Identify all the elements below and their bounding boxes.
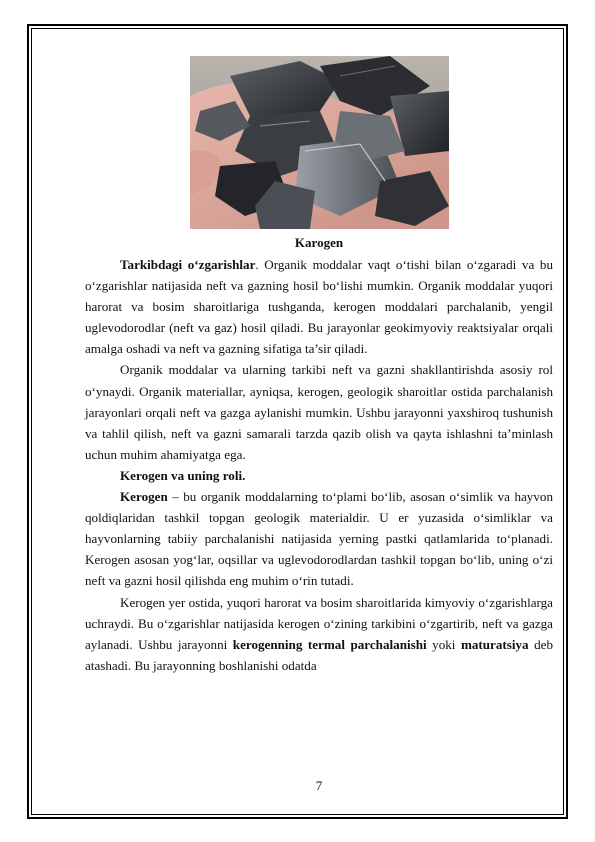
kerogen-photo [190, 56, 449, 229]
term-thermal-decomposition: kerogenning termal parchalanishi [232, 636, 427, 652]
paragraph-body: Kerogen yer ostida, yuqori harorat va bosim sharoitlarida kimyoviy o‘zgarishlarga uchraydi. Bu o‘zgarishlar natijasida kerogen o‘zining tarkibini o‘zgartirib, neft va gazga aylanadi. Ushbu jarayonni [85, 594, 553, 652]
paragraph-organic-matter-role [85, 359, 553, 464]
paragraph-body: deb atashadi. Bu jarayonning boshlanishi odatda [85, 636, 554, 673]
figure-caption: Karogen [294, 235, 344, 250]
paragraph-composition-changes [85, 254, 553, 359]
paragraph-kerogen-definition [85, 486, 553, 591]
paragraph-lead: Kerogen [120, 489, 168, 505]
paragraph-body: yoki [426, 636, 461, 652]
section-heading-text: Kerogen va uning roli. [120, 467, 246, 483]
paragraph-kerogen-transformation [85, 592, 553, 676]
paragraph-body: – bu organik moddalarning to‘plami bo‘lib, asosan o‘simlik va hayvon qoldiqlaridan tashkil topgan geologik materialdir. U er yuzasida o‘simliklar va hayvonlarning tabiiy parchalanishi natijasida yerning pastki qatlamlarida to‘planadi. Kerogen asosan yog‘lar, oqsillar va uglevodorodlardan tashkil topgan bo‘lib, uning o‘zi neft va gazni hosil qilishda eng muhim o‘rin tutadi. [85, 489, 553, 589]
paragraph-body: . Organik moddalar vaqt o‘tishi bilan o‘zgaradi va bu o‘zgarishlar natijasida neft va gazning hosil bo‘lishi mumkin. Organik moddalar yuqori harorat va bosim sharoitlariga tushganda, kerogen moddalari parchalanib, yengil uglevodorodlar (neft va gaz) hosil qiladi. Bu jarayonlar geokimyoviy reaktsiyalar orqali amalga oshadi va neft va gazning sifatiga ta’sir qiladi. [85, 257, 554, 357]
section-heading [85, 465, 553, 486]
term-maturation: maturatsiya [460, 636, 529, 652]
body-text [85, 254, 553, 676]
paragraph-lead: Tarkibdagi o‘zgarishlar [120, 257, 256, 272]
page-number: 7 [315, 778, 323, 793]
paragraph-body: Organik moddalar va ularning tarkibi neft va gazni shakllantirishda asosiy rol o‘ynaydi. Organik materiallar, ayniqsa, kerogen, geologik sharoitlar ostida parchalanish jarayonlari orqali neft va gazga aylanishi mumkin. Ushbu jarayonni yaxshiroq tushunish va tahlil qilish, neft va gazni samarali tarzda qazib olish va qayta ishlashni ta’minlash uchun muhim ahamiyatga ega. [85, 362, 553, 462]
